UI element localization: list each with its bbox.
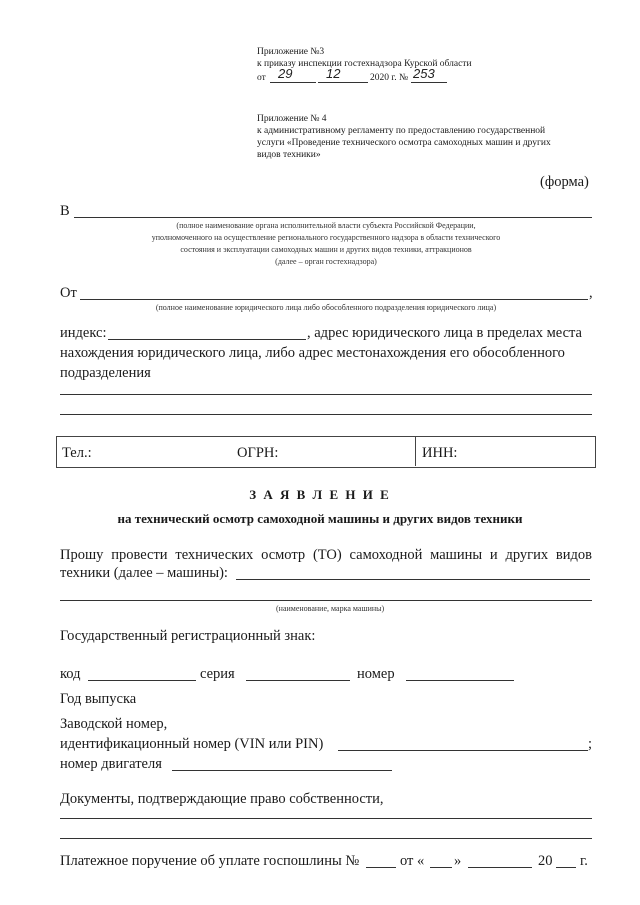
appendix3-number: 253 — [413, 66, 435, 81]
reg-nomer-label: номер — [357, 666, 395, 682]
engine-line — [172, 770, 392, 771]
inn-label: ИНН: — [422, 445, 458, 461]
contacts-divider — [415, 436, 416, 466]
appendix4-title: Приложение № 4 — [257, 114, 327, 124]
day-line — [270, 82, 316, 83]
reg-nomer-line — [406, 680, 514, 681]
vin-line — [338, 750, 588, 751]
payment-year-line — [556, 867, 576, 868]
contacts-box — [56, 436, 596, 468]
payment-close-quote: » — [454, 853, 462, 869]
request-line-1: Прошу провести технических осмотр (ТО) самоходной машины и других видов — [60, 547, 592, 563]
factory-semicolon: ; — [588, 736, 593, 752]
payment-prefix: Платежное поручение об уплате госпошлины № — [60, 853, 360, 869]
payment-year-suffix: г. — [580, 853, 588, 869]
appendix3-month: 12 — [326, 66, 341, 81]
forma-label: (форма) — [540, 174, 589, 190]
request-line — [236, 579, 590, 580]
docs-label: Документы, подтверждающие право собственности, — [60, 791, 384, 807]
statement-title: З А Я В Л Е Н И Е — [249, 487, 391, 502]
address-line-2 — [60, 414, 592, 415]
from-prefix: От — [60, 285, 77, 301]
factory-line-1: Заводской номер, — [60, 716, 168, 732]
number-line — [411, 82, 447, 83]
address-line-1 — [60, 394, 592, 395]
reg-seriya-line — [246, 680, 350, 681]
address-text-2: нахождения юридического лица, либо адрес местонахождения его обособленного — [60, 345, 565, 361]
to-caption-4: (далее – орган гостехнадзора) — [275, 257, 377, 266]
index-label: индекс: — [60, 325, 107, 341]
ogrn-label: ОГРН: — [237, 445, 279, 461]
address-text-1: , адрес юридического лица в пределах места — [307, 325, 582, 341]
machine-line — [60, 600, 592, 601]
request-line-2: техники (далее – машины): — [60, 565, 228, 581]
appendix3-title: Приложение №3 — [257, 47, 325, 57]
machine-caption: (наименование, марка машины) — [276, 604, 385, 613]
reg-kod-label: код — [60, 666, 81, 682]
to-caption-3: состояния и эксплуатации самоходных машин и других видов техники, аттракционов — [180, 245, 472, 254]
docs-line-2 — [60, 838, 592, 839]
reg-seriya-label: серия — [200, 666, 235, 682]
payment-ot: от « — [400, 853, 425, 869]
factory-line-2: идентификационный номер (VIN или PIN) — [60, 736, 324, 752]
statement-subtitle: на технический осмотр самоходной машины и других видов техники — [117, 511, 523, 526]
tel-label: Тел.: — [62, 445, 92, 461]
to-line — [74, 217, 592, 218]
to-caption-2: уполномоченного на осуществление регионального государственного надзора в области технического — [151, 233, 501, 242]
to-caption-1: (полное наименование органа исполнительной власти субъекта Российской Федерации, — [176, 221, 476, 230]
payment-number-line — [366, 867, 396, 868]
from-caption: (полное наименование юридического лица либо обособленного подразделения юридического лица) — [155, 303, 497, 312]
payment-month-line — [468, 867, 532, 868]
docs-line-1 — [60, 818, 592, 819]
appendix3-day: 29 — [278, 66, 293, 81]
payment-year-prefix: 20 — [538, 853, 553, 869]
to-prefix: В — [60, 203, 70, 219]
appendix4-line4: видов техники» — [257, 150, 321, 160]
reg-kod-line — [88, 680, 196, 681]
engine-label: номер двигателя — [60, 756, 162, 772]
appendix4-line2: к административному регламенту по предоставлению государственной — [257, 126, 546, 136]
index-line — [108, 339, 306, 340]
appendix4-line3: услуги «Проведение технического осмотра самоходных машин и других — [257, 138, 551, 148]
appendix3-year: 2020 г. № — [370, 73, 409, 83]
year-label: Год выпуска — [60, 691, 137, 707]
appendix3-date-prefix: от — [257, 73, 266, 83]
appendix3-order: к приказу инспекции гостехнадзора Курской области — [257, 59, 472, 69]
month-line — [318, 82, 368, 83]
from-comma: , — [589, 285, 593, 301]
payment-day-line — [430, 867, 452, 868]
address-text-3: подразделения — [60, 365, 151, 381]
from-line — [80, 299, 588, 300]
reg-label: Государственный регистрационный знак: — [60, 628, 316, 644]
